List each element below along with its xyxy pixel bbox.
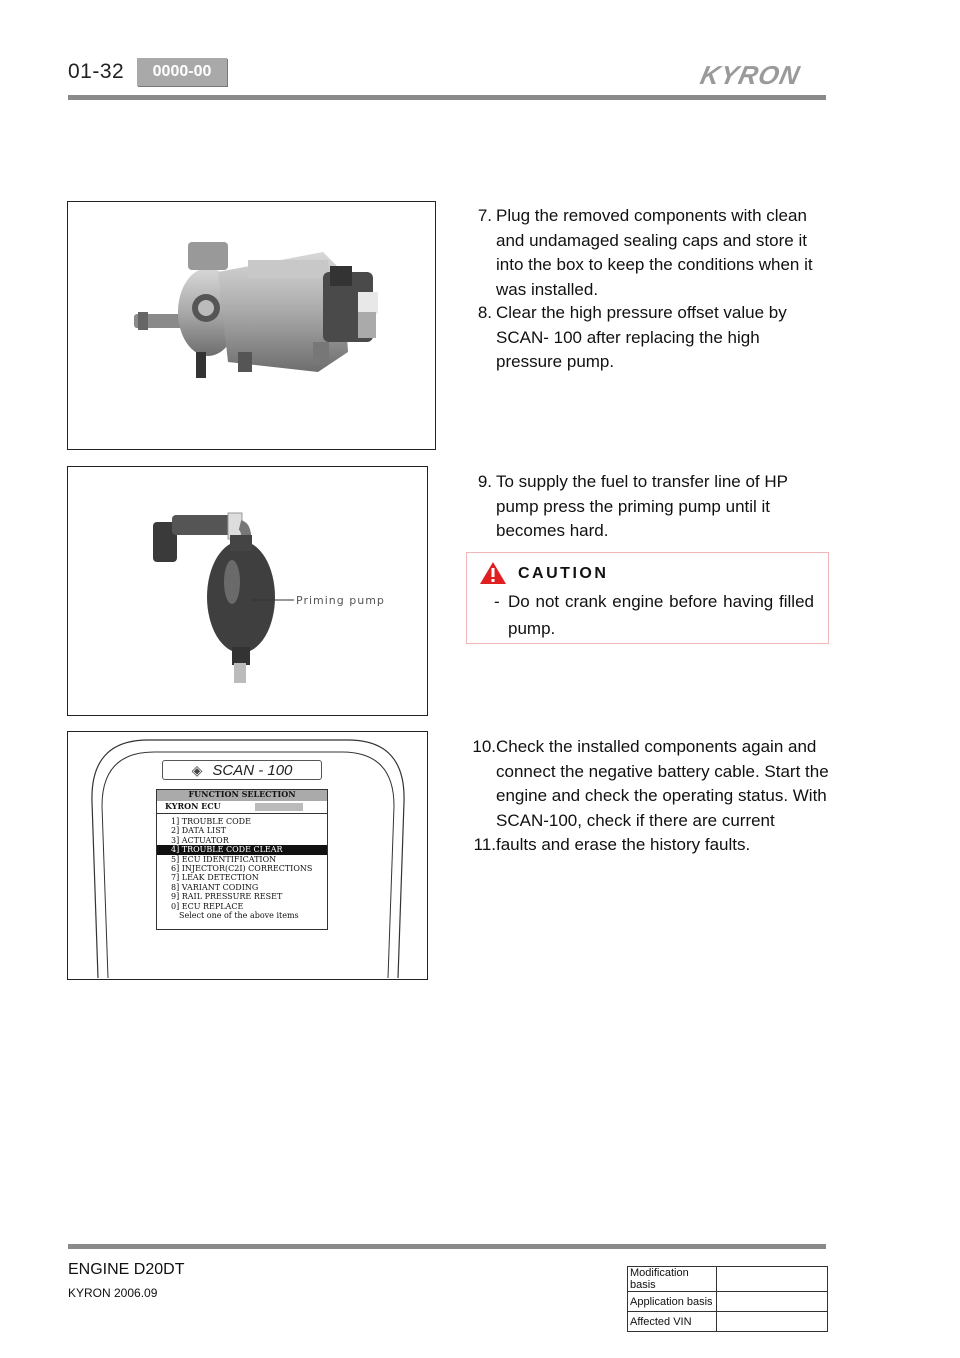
menu-list [157,814,327,920]
menu-subheader [157,801,327,814]
step-11-text: faults and erase the history faults. [496,835,751,854]
step-11-number: 11. [473,835,496,854]
section-code-badge: 0000-00 [137,58,227,86]
priming-pump-illustration [68,467,426,714]
caution-text: Do not crank engine before having filled pump. [508,592,814,638]
step-8-number: 8. [477,303,492,322]
figure-priming-pump [67,466,428,716]
table-cell-label: Modification basis [628,1267,717,1292]
priming-pump-callout: Priming pump [296,594,385,607]
scan-100-title-bar [162,760,322,780]
step-7-text: Plug the removed components with clean and undamaged sealing caps and store it into the box to keep the conditions when it was installed. [496,206,813,299]
step-10-number: 10. [472,737,496,756]
menu-subheader-text: KYRON ECU [165,801,221,812]
step-9-number: 9. [477,472,492,491]
footer-rule [68,1244,826,1249]
step-8 [477,301,796,375]
table-row [628,1292,828,1312]
caution-title: CAUTION [518,565,609,582]
menu-item[interactable]: 0] ECU REPLACE [171,901,244,911]
figure-hp-pump [67,201,436,450]
menu-item[interactable]: 9] RAIL PRESSURE RESET [171,892,283,902]
menu-item[interactable]: 7] LEAK DETECTION [171,873,259,883]
footer-title: ENGINE D20DT [68,1261,185,1278]
hp-pump-illustration [68,202,434,448]
modification-table [627,1266,828,1332]
warning-triangle-icon [479,561,507,585]
scan-100-title: SCAN - 100 [212,761,293,779]
menu-header: FUNCTION SELECTION [157,790,327,801]
table-cell-label: Application basis [628,1292,717,1312]
table-cell-value [717,1267,828,1292]
step-11 [473,833,832,858]
footer-subtitle: KYRON 2006.09 [68,1286,158,1300]
menu-item[interactable]: 6] INJECTOR(C2I) CORRECTIONS [171,864,313,874]
menu-item[interactable]: 1] TROUBLE CODE [171,817,251,826]
brand-logo-text: KYRON [697,60,803,90]
menu-item[interactable]: 8] VARIANT CODING [171,882,259,892]
step-9-text: To supply the fuel to transfer line of HP pump press the priming pump until it becomes hard. [496,472,788,540]
menu-item[interactable]: 3] ACTUATOR [171,835,229,845]
menu-subheader-field [255,803,303,811]
scan-100-screen [156,789,328,930]
menu-item-selected[interactable]: 4] TROUBLE CODE CLEAR [157,845,327,854]
step-9 [477,470,816,544]
table-row [628,1312,828,1332]
step-7 [477,204,830,302]
step-10-text: Check the installed components again and connect the negative battery cable. Start the engine and check the operating status. With SCAN-100, check if there are current [496,737,829,830]
table-cell-value [717,1292,828,1312]
step-10 [472,735,832,833]
menu-footer: Select one of the above items [179,911,299,921]
brand-emblem-icon: ◈ [191,761,203,778]
figure-scan-100 [67,731,428,980]
menu-item[interactable]: 5] ECU IDENTIFICATION [171,854,277,864]
step-7-number: 7. [477,206,492,225]
table-row [628,1267,828,1292]
page-number: 01-32 [68,60,125,83]
table-cell-value [717,1312,828,1332]
step-8-text: Clear the high pressure offset value by SCAN- 100 after replacing the high pressure pump. [496,303,787,371]
menu-item[interactable]: 2] DATA LIST [171,826,227,836]
brand-logo [680,58,828,92]
header-rule [68,95,826,100]
table-cell-label: Affected VIN [628,1312,717,1332]
caution-dash: - [494,592,500,611]
